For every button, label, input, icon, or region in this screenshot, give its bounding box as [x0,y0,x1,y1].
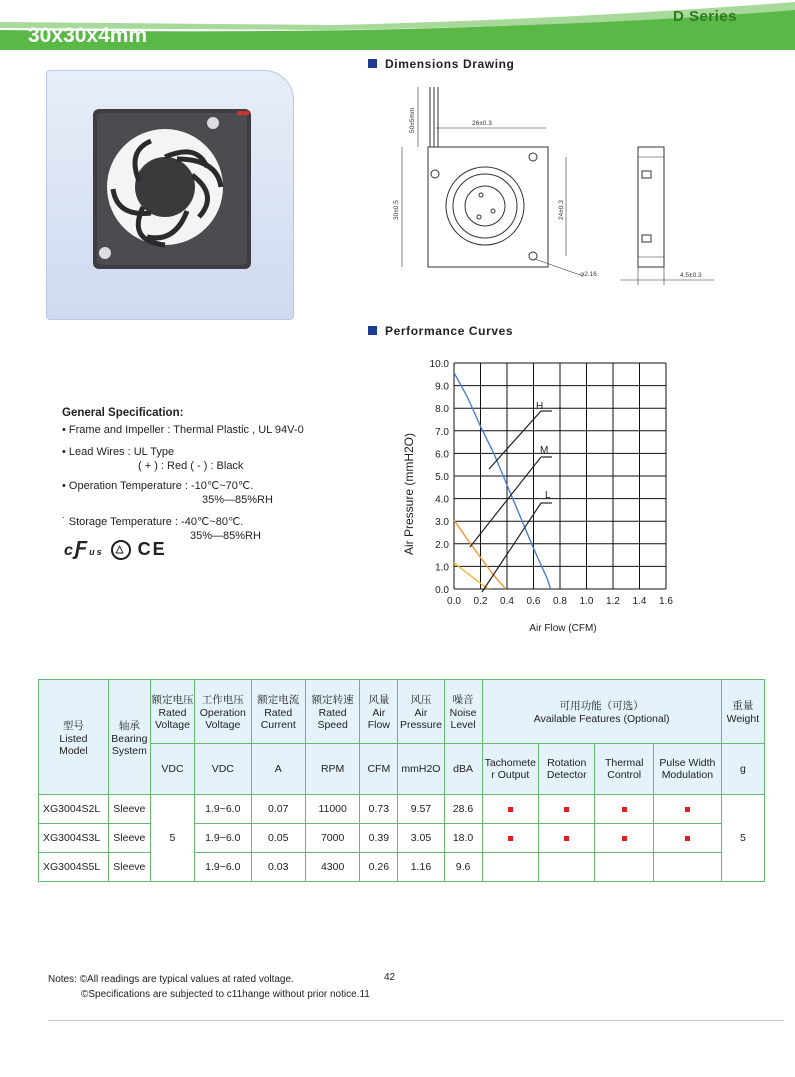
y-tick-label: 2.0 [435,539,449,551]
cell-pressure: 9.57 [398,795,444,824]
unit-noise: dBA [444,744,482,795]
x-tick-label: 0.2 [473,596,488,607]
specification-table [38,679,765,882]
cell-noise: 28.6 [444,795,482,824]
x-tick-label: 0.0 [447,596,461,607]
curve-label-h: H [536,401,544,412]
curve-label-l: L [545,490,551,501]
feature-thermal: Thermal Control [595,744,654,795]
cell-pressure: 1.16 [398,853,444,882]
cell-op-voltage: 1.9~6.0 [195,853,251,882]
y-axis-label: Air Pressure (mmH2O) [402,432,416,556]
unit-operation-voltage: VDC [195,744,251,795]
footer-rule [48,1020,784,1021]
general-specification [62,406,352,543]
th-bearing: 轴承 Bearing System [108,680,150,795]
th-noise-level: 噪音 Noise Level [444,680,482,744]
y-tick-label: 8.0 [435,404,449,416]
cell-speed: 11000 [305,795,359,824]
x-tick-label: 0.8 [553,596,567,607]
x-tick-label: 1.0 [579,596,594,607]
th-air-pressure: 风压 Air Pressure [398,680,444,744]
spec-operation-humidity: 35%—85%RH [202,494,273,506]
spec-storage-humidity: 35%—85%RH [190,530,261,542]
spec-title: General Specification: [62,407,184,419]
table-row [39,795,765,824]
y-tick-label: 10.0 [429,359,449,370]
th-features: 可用功能（可选） Available Features (Optional) [482,680,721,744]
fan-illustration [47,71,293,319]
chart-ticks [430,359,674,607]
cell-feature [482,795,538,824]
x-tick-label: 0.4 [500,596,514,607]
chart-grid [454,363,666,589]
note-line-1: ©All readings are typical values at rated voltage. [79,974,294,985]
certification-marks [64,538,167,561]
feature-available-dot [508,836,513,841]
cell-model: XG3004S5L [39,853,109,882]
hole-diameter-label: φ2.16 [580,271,597,278]
cell-pressure: 3.05 [398,824,444,853]
cell-feature [482,824,538,853]
cell-feature [654,795,722,824]
th-rated-voltage: 额定电压 Rated Voltage [150,680,194,744]
cell-feature [482,853,538,882]
cell-flow: 0.73 [360,795,398,824]
unit-speed: RPM [305,744,359,795]
cell-bearing: Sleeve [108,795,150,824]
th-rated-speed: 额定转速 Rated Speed [305,680,359,744]
spec-frame: • Frame and Impeller : Thermal Plastic , UL 94V-0 [62,424,304,436]
th-air-flow: 风量 Air Flow [360,680,398,744]
dimensions-drawing [380,75,720,290]
curve-m [454,520,506,589]
y-tick-label: 3.0 [435,517,449,529]
cell-feature [595,824,654,853]
cell-op-voltage: 1.9~6.0 [195,824,251,853]
x-tick-label: 0.6 [526,596,541,607]
x-axis-label: Air Flow (CFM) [529,623,597,634]
th-model: 型号 Listed Model [39,680,109,795]
cell-current: 0.03 [251,853,305,882]
y-tick-label: 7.0 [435,426,449,438]
cell-rated-voltage: 5 [150,795,194,882]
x-tick-label: 1.6 [659,596,673,607]
unit-flow: CFM [360,744,398,795]
y-tick-label: 5.0 [435,472,449,483]
table-row [39,853,765,882]
feature-available-dot [508,807,513,812]
cell-feature [539,853,595,882]
table-row [39,824,765,853]
feature-available-dot [564,807,569,812]
feature-available-dot [685,836,690,841]
feature-rotation: Rotation Detector [539,744,595,795]
y-tick-label: 9.0 [435,381,449,393]
feature-pwm: Pulse Width Modulation [654,744,722,795]
size-title: 30x30x4mm [28,24,148,47]
ul-logo: ᴄƑus [64,538,104,560]
page-number: 42 [384,972,396,983]
table-head-row [39,680,765,744]
cell-noise: 18.0 [444,824,482,853]
unit-weight: g [721,744,764,795]
cell-feature [539,795,595,824]
cell-model: XG3004S2L [39,795,109,824]
y-tick-label: 1.0 [435,562,449,574]
feature-available-dot [622,807,627,812]
note-line-2: ©Specifications are subjected to c11hange without prior notice.11 [81,989,370,1000]
product-photo [46,70,294,320]
th-operation-voltage: 工作电压 Operation Voltage [195,680,251,744]
y-tick-label: 0.0 [435,585,449,596]
tuv-icon: △ [111,540,131,560]
curve-label-m: M [540,445,549,456]
feature-available-dot [685,807,690,812]
cell-feature [595,795,654,824]
cell-feature [539,824,595,853]
curve-pointers [470,411,552,592]
spec-operation-temp: • Operation Temperature : -10℃~70℃. [62,480,254,492]
performance-heading: Performance Curves [368,324,513,338]
cell-weight: 5 [721,795,764,882]
ce-mark: CE [137,539,167,559]
cell-feature [654,853,722,882]
th-weight: 重量 Weight [721,680,764,744]
unit-current: A [251,744,305,795]
unit-pressure: mmH2O [398,744,444,795]
cell-model: XG3004S3L [39,824,109,853]
th-rated-current: 额定电流 Rated Current [251,680,305,744]
x-tick-label: 1.4 [632,596,647,607]
notes [48,972,370,1002]
thickness-label: 4.5±0.3 [680,272,702,279]
cell-bearing: Sleeve [108,853,150,882]
y-tick-label: 4.0 [435,494,449,506]
lead-length-label: 50±5mm [409,107,416,133]
height-label: 30±0.5 [393,200,400,220]
cell-flow: 0.39 [360,824,398,853]
cell-flow: 0.26 [360,853,398,882]
notes-prefix: Notes: [48,974,77,985]
hole-span-label: 26±0.3 [472,120,492,127]
cell-noise: 9.6 [444,853,482,882]
dimensions-heading: Dimensions Drawing [368,57,515,71]
performance-chart [395,352,685,642]
cell-current: 0.07 [251,795,305,824]
spec-lead-wires: • Lead Wires : UL Type [62,446,175,458]
cell-feature [654,824,722,853]
feature-available-dot [564,836,569,841]
series-label: D Series [672,8,737,25]
cell-current: 0.05 [251,824,305,853]
inner-height-label: 24±0.3 [558,200,565,220]
cell-bearing: Sleeve [108,824,150,853]
y-tick-label: 6.0 [435,449,449,461]
cell-op-voltage: 1.9~6.0 [195,795,251,824]
feature-tachometer: Tachomete r Output [482,744,538,795]
cell-speed: 4300 [305,853,359,882]
x-tick-label: 1.2 [606,596,620,607]
spec-lead-colors: ( + ) : Red ( - ) : Black [138,460,244,472]
spec-storage-temp: ˙ Storage Temperature : -40℃~80℃. [62,516,244,528]
feature-available-dot [622,836,627,841]
cell-feature [595,853,654,882]
unit-rated-voltage: VDC [150,744,194,795]
cell-speed: 7000 [305,824,359,853]
